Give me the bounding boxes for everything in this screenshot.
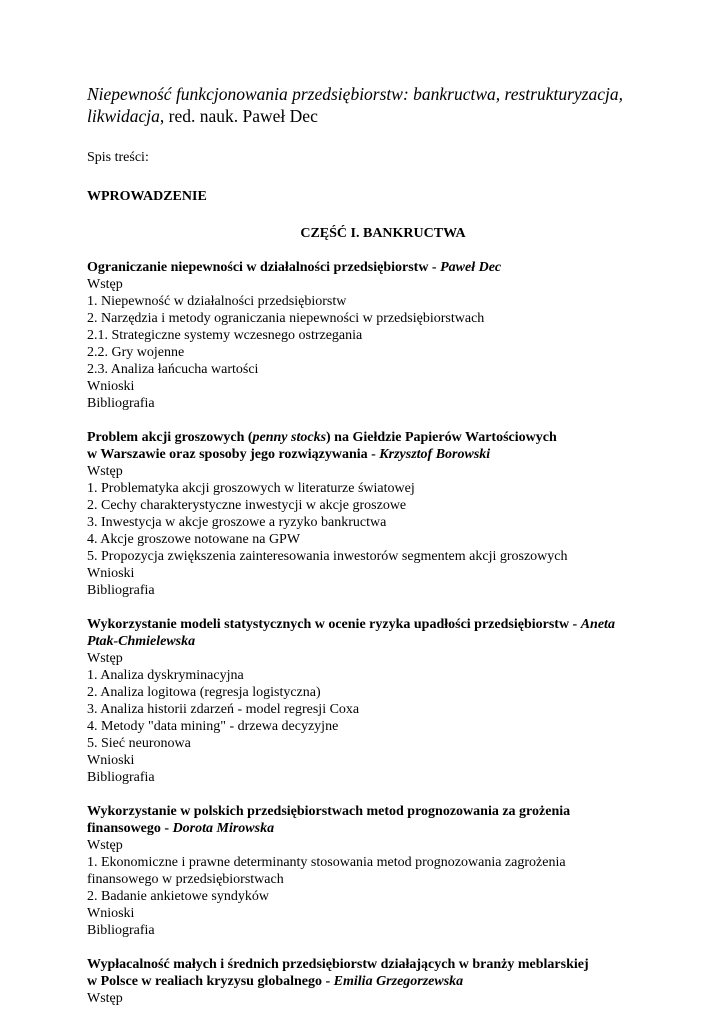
- section-item: 2.3. Analiza łańcucha wartości: [87, 362, 259, 377]
- chapter-sections: [87, 837, 665, 939]
- chapter-title-text: Problem akcji groszowych (: [87, 430, 253, 445]
- section-item: 3. Analiza historii zdarzeń - model regresji Coxa: [87, 702, 360, 717]
- chapter-title-text: Wykorzystanie modeli statystycznych w ocenie ryzyka upadłości przedsiębiorstw -: [87, 617, 581, 632]
- section-item: Bibliografia: [87, 583, 155, 598]
- section-item: Wstęp: [87, 651, 123, 666]
- chapter-title-line-1: Wypłacalność małych i średnich przedsiębiorstw działających w branży meblarskiej: [87, 957, 589, 972]
- chapter-title-line-1: [87, 616, 665, 633]
- intro-heading: WPROWADZENIE: [87, 189, 207, 204]
- section-item: 3. Inwestycja w akcje groszowe a ryzyko bankructwa: [87, 515, 387, 530]
- section-item: 2. Analiza logitowa (regresja logistyczna): [87, 685, 321, 700]
- section-item: Bibliografia: [87, 396, 155, 411]
- chapter-author-line-2: Ptak-Chmielewska: [87, 634, 196, 649]
- section-item: 4. Akcje groszowe notowane na GPW: [87, 532, 301, 547]
- chapter-author: Paweł Dec: [440, 260, 502, 275]
- chapter-1: [87, 259, 665, 412]
- chapter-title: [87, 616, 665, 650]
- section-item: finansowego w przedsiębiorstwach: [87, 872, 284, 887]
- section-item: Wnioski: [87, 566, 135, 581]
- section-item: 5. Propozycja zwiększenia zainteresowania inwestorów segmentem akcji groszowych: [87, 549, 568, 564]
- section-item: Bibliografia: [87, 770, 155, 785]
- chapter-title-line-2: [87, 973, 665, 990]
- chapter-author: Dorota Mirowska: [172, 821, 275, 836]
- section-item: Wstęp: [87, 464, 123, 479]
- chapter-title-italic-term: penny stocks: [252, 430, 327, 445]
- chapter-title-line-1: Wykorzystanie w polskich przedsiębiorstwach metod prognozowania za grożenia: [87, 804, 571, 819]
- section-item: 1. Ekonomiczne i prawne determinanty stosowania metod prognozowania zagrożenia: [87, 855, 566, 870]
- section-item: Wnioski: [87, 906, 135, 921]
- book-title-editor: , red. nauk. Paweł Dec: [159, 106, 318, 126]
- chapter-2: [87, 429, 665, 599]
- section-item: 2. Cechy charakterystyczne inwestycji w akcje groszowe: [87, 498, 407, 513]
- section-item: 1. Niepewność w działalności przedsiębiorstw: [87, 294, 347, 309]
- chapter-author: Aneta: [580, 617, 615, 632]
- section-item: 1. Analiza dyskryminacyjna: [87, 668, 244, 683]
- section-item: 5. Sieć neuronowa: [87, 736, 191, 751]
- toc-label: Spis treści:: [87, 150, 149, 165]
- section-item: 2. Badanie ankietowe syndyków: [87, 889, 269, 904]
- chapter-5: [87, 956, 665, 1007]
- section-item: 4. Metody "data mining" - drzewa decyzyjne: [87, 719, 339, 734]
- section-item: 1. Problematyka akcji groszowych w literaturze światowej: [87, 481, 415, 496]
- chapter-title-text: ) na Giełdzie Papierów Wartościowych: [326, 430, 557, 445]
- chapter-author: Krzysztof Borowski: [379, 447, 491, 462]
- section-item: Wnioski: [87, 379, 135, 394]
- chapter-author: Emilia Grzegorzewska: [333, 974, 464, 989]
- chapter-sections: [87, 990, 665, 1007]
- section-item: 2.2. Gry wojenne: [87, 345, 185, 360]
- chapter-title: [87, 259, 665, 276]
- chapter-title: [87, 956, 665, 990]
- section-item: Wstęp: [87, 991, 123, 1006]
- chapter-title: [87, 429, 665, 463]
- section-item: Wstęp: [87, 838, 123, 853]
- chapter-title-line-2: [87, 820, 665, 837]
- chapter-title-text: w Warszawie oraz sposoby jego rozwiązywania -: [87, 447, 380, 462]
- part-heading: CZĘŚĆ I. BANKRUCTWA: [300, 226, 466, 241]
- chapter-sections: [87, 650, 665, 786]
- section-item: Wnioski: [87, 753, 135, 768]
- chapter-3: [87, 616, 665, 786]
- chapter-title-text: finansowego -: [87, 821, 173, 836]
- chapter-title-line-1: [87, 429, 665, 446]
- book-title-italic: Niepewność funkcjonowania przedsiębiorstw: bankructwa, restrukturyzacja, likwidacja: [87, 84, 623, 126]
- chapter-title-text: w Polsce w realiach kryzysu globalnego -: [87, 974, 334, 989]
- section-item: Bibliografia: [87, 923, 155, 938]
- section-item: 2. Narzędzia i metody ograniczania niepewności w przedsiębiorstwach: [87, 311, 485, 326]
- section-item: 2.1. Strategiczne systemy wczesnego ostrzegania: [87, 328, 363, 343]
- chapter-sections: [87, 463, 665, 599]
- chapter-title-text: Ograniczanie niepewności w działalności przedsiębiorstw -: [87, 260, 441, 275]
- book-title: [87, 83, 665, 127]
- chapter-title-line-2: [87, 446, 665, 463]
- chapter-title: [87, 803, 665, 837]
- section-item: Wstęp: [87, 277, 123, 292]
- chapter-4: [87, 803, 665, 939]
- chapter-sections: [87, 276, 665, 412]
